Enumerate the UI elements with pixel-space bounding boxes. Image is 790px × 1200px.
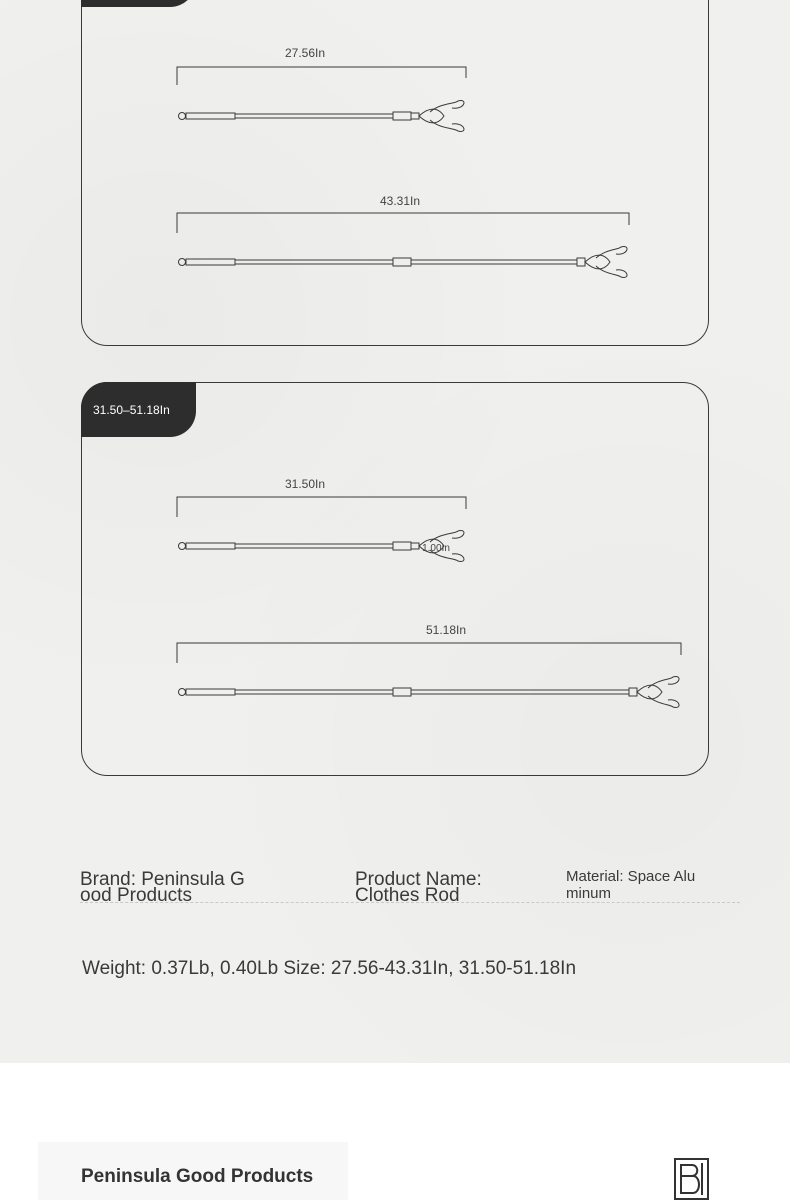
rod-31-50-label: 31.50In bbox=[284, 477, 326, 491]
rod-diagram-51-18 bbox=[177, 623, 681, 707]
spec-product-line2: Clothes Rod bbox=[355, 885, 460, 906]
spec-product-name bbox=[355, 869, 482, 906]
spec-brand-line1: Brand: Peninsula G bbox=[80, 869, 245, 890]
spec-product-line1: Product Name: bbox=[355, 869, 482, 890]
spec-material bbox=[566, 868, 695, 902]
spec-brand bbox=[80, 869, 245, 906]
rod-27-56-label: 27.56In bbox=[284, 46, 326, 60]
rod-31-50-inner-label: 1.00In bbox=[422, 543, 450, 554]
footer-brand-name: Peninsula Good Products bbox=[81, 1166, 314, 1187]
spec-divider bbox=[80, 902, 740, 904]
size-tab-bottom-label: 31.50–51.18In bbox=[93, 402, 170, 417]
spec-brand-line2: ood Products bbox=[80, 885, 192, 906]
rod-diagram-31-50 bbox=[177, 477, 466, 561]
spec-weight-size: Weight: 0.37Lb, 0.40Lb Size: 27.56-43.31In, 31.50-51.18In bbox=[82, 958, 577, 979]
spec-material-line2: minum bbox=[566, 885, 612, 902]
rod-43-31-label: 43.31In bbox=[379, 194, 421, 208]
rod-51-18-label: 51.18In bbox=[425, 623, 467, 637]
rod-diagram-27-56 bbox=[177, 46, 466, 131]
rod-diagram-43-31 bbox=[177, 194, 629, 277]
spec-material-line1: Material: Space Alu bbox=[566, 868, 696, 885]
brand-logo-icon bbox=[672, 1157, 712, 1200]
